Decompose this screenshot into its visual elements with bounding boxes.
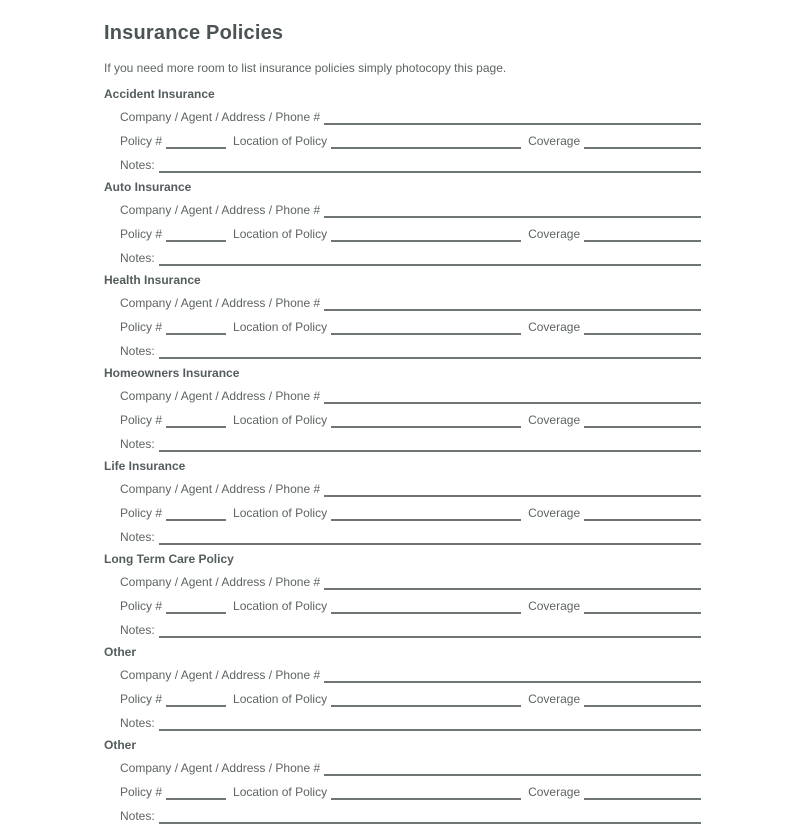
company-row <box>104 666 701 683</box>
location-of-policy-label: Location of Policy <box>233 599 328 613</box>
notes-blank-line <box>159 342 701 359</box>
notes-blank-line <box>159 249 701 266</box>
policy-row <box>104 132 701 149</box>
policy-number-blank-line <box>166 132 226 149</box>
notes-label: Notes: <box>120 437 155 451</box>
coverage-blank-line <box>584 132 701 149</box>
location-of-policy-blank-line <box>331 318 521 335</box>
company-agent-address-phone-label: Company / Agent / Address / Phone # <box>120 296 321 310</box>
coverage-blank-line <box>584 411 701 428</box>
coverage-blank-line <box>584 318 701 335</box>
insurance-section <box>104 645 701 731</box>
company-agent-address-phone-label: Company / Agent / Address / Phone # <box>120 761 321 775</box>
policy-row <box>104 318 701 335</box>
company-row <box>104 294 701 311</box>
coverage-label: Coverage <box>528 413 581 427</box>
insurance-section <box>104 459 701 545</box>
policy-number-blank-line <box>166 783 226 800</box>
company-blank-line <box>324 480 701 497</box>
coverage-label: Coverage <box>528 599 581 613</box>
insurance-section <box>104 273 701 359</box>
company-agent-address-phone-label: Company / Agent / Address / Phone # <box>120 203 321 217</box>
coverage-label: Coverage <box>528 227 581 241</box>
company-blank-line <box>324 759 701 776</box>
insurance-section <box>104 552 701 638</box>
notes-row <box>104 435 701 452</box>
company-row <box>104 480 701 497</box>
notes-blank-line <box>159 156 701 173</box>
sections-container <box>104 87 701 824</box>
policy-number-label: Policy # <box>120 599 163 613</box>
page-title: Insurance Policies <box>104 22 284 44</box>
company-row <box>104 387 701 404</box>
notes-label: Notes: <box>120 623 155 637</box>
policy-number-blank-line <box>166 318 226 335</box>
insurance-section <box>104 180 701 266</box>
coverage-label: Coverage <box>528 134 581 148</box>
policy-row <box>104 783 701 800</box>
notes-blank-line <box>159 807 701 824</box>
location-of-policy-blank-line <box>331 597 521 614</box>
section-title: Other <box>104 738 137 752</box>
location-of-policy-blank-line <box>331 690 521 707</box>
coverage-blank-line <box>584 597 701 614</box>
notes-label: Notes: <box>120 809 155 823</box>
policy-number-label: Policy # <box>120 785 163 799</box>
location-of-policy-label: Location of Policy <box>233 134 328 148</box>
location-of-policy-label: Location of Policy <box>233 506 328 520</box>
company-row <box>104 108 701 125</box>
location-of-policy-blank-line <box>331 411 521 428</box>
policy-row <box>104 690 701 707</box>
policy-number-label: Policy # <box>120 413 163 427</box>
policy-number-label: Policy # <box>120 506 163 520</box>
insurance-section <box>104 366 701 452</box>
policy-row <box>104 225 701 242</box>
company-blank-line <box>324 108 701 125</box>
location-of-policy-label: Location of Policy <box>233 320 328 334</box>
policy-row <box>104 504 701 521</box>
policy-number-blank-line <box>166 504 226 521</box>
notes-blank-line <box>159 435 701 452</box>
company-blank-line <box>324 387 701 404</box>
section-title: Long Term Care Policy <box>104 552 234 566</box>
company-row <box>104 759 701 776</box>
notes-row <box>104 528 701 545</box>
policy-number-label: Policy # <box>120 134 163 148</box>
location-of-policy-label: Location of Policy <box>233 692 328 706</box>
company-agent-address-phone-label: Company / Agent / Address / Phone # <box>120 575 321 589</box>
company-agent-address-phone-label: Company / Agent / Address / Phone # <box>120 110 321 124</box>
company-blank-line <box>324 666 701 683</box>
notes-blank-line <box>159 714 701 731</box>
coverage-blank-line <box>584 225 701 242</box>
coverage-blank-line <box>584 783 701 800</box>
section-title: Auto Insurance <box>104 180 192 194</box>
coverage-label: Coverage <box>528 320 581 334</box>
section-title: Other <box>104 645 137 659</box>
company-blank-line <box>324 573 701 590</box>
section-title: Accident Insurance <box>104 87 215 101</box>
location-of-policy-blank-line <box>331 783 521 800</box>
company-agent-address-phone-label: Company / Agent / Address / Phone # <box>120 389 321 403</box>
company-row <box>104 201 701 218</box>
location-of-policy-blank-line <box>331 132 521 149</box>
notes-label: Notes: <box>120 716 155 730</box>
notes-blank-line <box>159 528 701 545</box>
location-of-policy-label: Location of Policy <box>233 413 328 427</box>
policy-number-blank-line <box>166 597 226 614</box>
notes-label: Notes: <box>120 530 155 544</box>
notes-row <box>104 714 701 731</box>
company-row <box>104 573 701 590</box>
policy-number-blank-line <box>166 690 226 707</box>
coverage-blank-line <box>584 504 701 521</box>
section-title: Homeowners Insurance <box>104 366 240 380</box>
policy-number-blank-line <box>166 225 226 242</box>
coverage-label: Coverage <box>528 506 581 520</box>
coverage-label: Coverage <box>528 692 581 706</box>
company-blank-line <box>324 201 701 218</box>
company-agent-address-phone-label: Company / Agent / Address / Phone # <box>120 668 321 682</box>
policy-number-label: Policy # <box>120 692 163 706</box>
photocopy-note: If you need more room to list insurance policies simply photocopy this page. <box>104 61 507 75</box>
section-title: Health Insurance <box>104 273 201 287</box>
location-of-policy-blank-line <box>331 225 521 242</box>
location-of-policy-label: Location of Policy <box>233 227 328 241</box>
company-blank-line <box>324 294 701 311</box>
notes-row <box>104 249 701 266</box>
location-of-policy-blank-line <box>331 504 521 521</box>
policy-number-label: Policy # <box>120 320 163 334</box>
policy-row <box>104 597 701 614</box>
coverage-label: Coverage <box>528 785 581 799</box>
notes-row <box>104 621 701 638</box>
policy-row <box>104 411 701 428</box>
insurance-section <box>104 87 701 173</box>
insurance-section <box>104 738 701 824</box>
section-title: Life Insurance <box>104 459 186 473</box>
notes-blank-line <box>159 621 701 638</box>
notes-label: Notes: <box>120 344 155 358</box>
notes-row <box>104 342 701 359</box>
policy-number-blank-line <box>166 411 226 428</box>
notes-label: Notes: <box>120 251 155 265</box>
coverage-blank-line <box>584 690 701 707</box>
policy-number-label: Policy # <box>120 227 163 241</box>
location-of-policy-label: Location of Policy <box>233 785 328 799</box>
company-agent-address-phone-label: Company / Agent / Address / Phone # <box>120 482 321 496</box>
notes-label: Notes: <box>120 158 155 172</box>
notes-row <box>104 807 701 824</box>
notes-row <box>104 156 701 173</box>
